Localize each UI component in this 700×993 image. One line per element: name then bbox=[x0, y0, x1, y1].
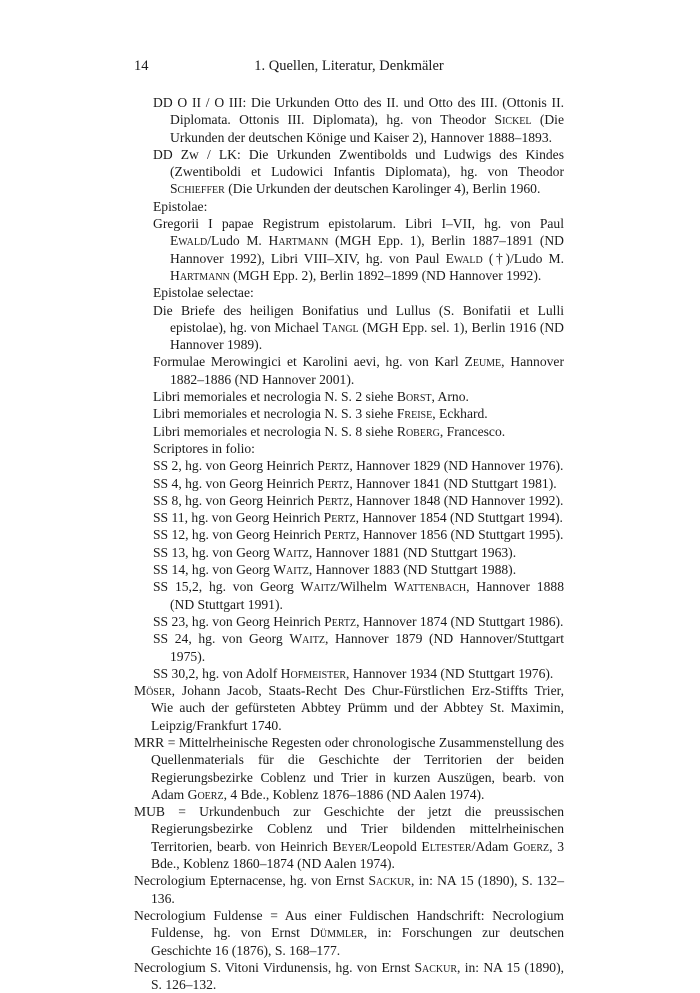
entry-text: Formulae Merowingici et Karolini aevi, hg. von Karl bbox=[153, 354, 465, 370]
entry-text: SS 15,2, hg. von Georg bbox=[153, 579, 301, 595]
entry-text: , Francesco. bbox=[439, 423, 506, 439]
entry-text: , in: NA 15 (1890), S. 132–136. bbox=[151, 873, 564, 906]
page-number: 14 bbox=[134, 58, 149, 74]
bibliography-entry bbox=[134, 803, 564, 872]
author-name: Goerz bbox=[513, 838, 550, 854]
entry-text: , in: NA 15 (1890), S. 126–132. bbox=[151, 959, 564, 993]
author-name: Zeume bbox=[464, 354, 502, 370]
bibliography-entry bbox=[134, 907, 564, 959]
entry-text: (MGH Epp. 1), Berlin 1887–1891 (ND Hannover 1992), Libri VIII–XIV, hg. von Paul bbox=[170, 233, 564, 266]
entry-text: (Die Urkunden der deutschen Könige und Kaiser 2), Hannover 1888–1893. bbox=[170, 112, 564, 145]
author-name: Borst bbox=[396, 389, 432, 405]
author-name: Beyer bbox=[332, 838, 368, 854]
entry-text: SS 23, hg. von Georg Heinrich bbox=[153, 613, 325, 629]
bibliography-entry bbox=[153, 146, 564, 198]
author-name: Hartmann bbox=[170, 267, 230, 283]
bibliography-entry bbox=[134, 734, 564, 803]
entry-text: , Hannover 1882–1886 (ND Hannover 2001). bbox=[170, 354, 564, 387]
author-name: Sickel bbox=[494, 112, 532, 128]
entry-text: , Hannover 1841 (ND Stuttgart 1981). bbox=[349, 475, 557, 491]
bibliography-entry bbox=[153, 509, 564, 526]
entry-text: , Hannover 1829 (ND Hannover 1976). bbox=[349, 458, 564, 474]
bibliography-entry bbox=[153, 405, 564, 422]
running-title: 1. Quellen, Literatur, Denkmäler bbox=[254, 58, 444, 74]
entry-text: Gregorii I papae Registrum epistolarum. Libri I–VII, hg. von Paul bbox=[153, 216, 564, 232]
entry-text: , Hannover 1854 (ND Stuttgart 1994). bbox=[355, 510, 563, 526]
author-name: Waitz bbox=[273, 562, 309, 578]
entry-text: SS 30,2, hg. von Adolf bbox=[153, 665, 281, 681]
entry-text: Epistolae: bbox=[153, 198, 208, 214]
entry-text: SS 24, hg. von Georg bbox=[153, 631, 290, 647]
bibliography-entry bbox=[153, 423, 564, 440]
bibliography-entry bbox=[153, 526, 564, 543]
entry-text: /Wilhelm bbox=[336, 579, 394, 595]
bibliography-entry bbox=[153, 457, 564, 474]
entry-text: , 4 Bde., Koblenz 1876–1886 (ND Aalen 1974). bbox=[223, 786, 485, 802]
page-header bbox=[134, 58, 564, 78]
entry-text: , Hannover 1856 (ND Stuttgart 1995). bbox=[356, 527, 564, 543]
entry-text: , Hannover 1934 (ND Stuttgart 1976). bbox=[346, 665, 554, 681]
bibliography-entry bbox=[153, 284, 564, 301]
entry-text: Libri memoriales et necrologia N. S. 3 siehe bbox=[153, 406, 397, 422]
author-name: Ewald bbox=[170, 233, 208, 249]
author-name: Tangl bbox=[322, 319, 359, 335]
author-name: Pertz bbox=[317, 492, 350, 508]
entry-text: Necrologium Epternacense, hg. von Ernst bbox=[134, 873, 369, 889]
bibliography-entry bbox=[153, 492, 564, 509]
author-name: Roberg bbox=[396, 423, 440, 439]
entry-text: , Hannover 1881 (ND Stuttgart 1963). bbox=[308, 544, 517, 560]
entry-text: SS 2, hg. von Georg Heinrich bbox=[153, 458, 318, 474]
entry-text: (Die Urkunden der deutschen Karolinger 4), Berlin 1960. bbox=[224, 181, 541, 197]
author-name: Pertz bbox=[317, 475, 350, 491]
author-name: Sackur bbox=[368, 873, 412, 889]
entry-text: (MGH Epp. 2), Berlin 1892–1899 (ND Hannover 1992). bbox=[229, 267, 542, 283]
author-name: Pertz bbox=[324, 613, 357, 629]
entry-text: /Adam bbox=[471, 838, 514, 854]
entry-text: , Arno. bbox=[431, 389, 469, 405]
entry-text: , Johann Jacob, Staats-Recht Des Chur-Fürstlichen Erz-Stiffts Trier, Wie auch der gefürsteten Abbtey Prümm und der Abbtey St. Maximin, Leipzig/Frankfurt 1740. bbox=[151, 683, 564, 733]
entry-text: , Hannover 1848 (ND Hannover 1992). bbox=[349, 492, 564, 508]
bibliography-entry bbox=[153, 561, 564, 578]
entry-text: Epistolae selectae: bbox=[153, 285, 254, 301]
entry-text: MRR = Mittelrheinische Regesten oder chronologische Zusammenstellung des Quellenmaterials für die Geschichte der Territorien der beiden Regierungsbezirke Coblenz und Trier in kurzen Auszügen, bearb. von Adam bbox=[134, 734, 564, 802]
entry-text: , Hannover 1879 (ND Hannover/Stuttgart 1975). bbox=[170, 631, 564, 664]
author-name: Waitz bbox=[273, 544, 309, 560]
entry-text: (MGH Epp. sel. 1), Berlin 1916 (ND Hannover 1989). bbox=[170, 319, 564, 353]
entry-text: SS 14, hg. von Georg bbox=[153, 562, 274, 578]
author-name: Möser bbox=[134, 683, 172, 699]
bibliography-entry bbox=[153, 94, 564, 146]
entry-text: DD Zw / LK: Die Urkunden Zwentibolds und Ludwigs des Kindes (Zwentiboldi et Ludowici Infantis Diplomata), hg. von Theodor bbox=[153, 146, 564, 180]
entry-text: , 3 Bde., Koblenz 1860–1874 (ND Aalen 1974). bbox=[151, 838, 565, 872]
entry-text: MUB = Urkundenbuch zur Geschichte der jetzt die preussischen Regierungsbezirke Coblenz und Trier bildenden mittelrheinischen Territorien, bearb. von Heinrich bbox=[134, 804, 564, 854]
author-name: Waitz bbox=[289, 631, 325, 647]
entry-text: , Hannover 1883 (ND Stuttgart 1988). bbox=[308, 562, 517, 578]
entry-text: (†)/Ludo M. bbox=[482, 250, 564, 266]
bibliography-entry bbox=[153, 440, 564, 457]
bibliography-entry bbox=[134, 872, 564, 907]
author-name: Hofmeister bbox=[280, 665, 347, 681]
entry-text: SS 13, hg. von Georg bbox=[153, 544, 274, 560]
author-name: Wattenbach bbox=[393, 579, 467, 595]
author-name: Goerz bbox=[187, 786, 224, 802]
author-name: Hartmann bbox=[268, 233, 329, 249]
bibliography-entry bbox=[153, 475, 564, 492]
entry-text: Die Briefe des heiligen Bonifatius und Lullus (S. Bonifatii et Lulli epistolae), hg. von Michael bbox=[153, 302, 564, 335]
entry-text: Necrologium S. Vitoni Virdunensis, hg. von Ernst bbox=[134, 959, 415, 975]
author-name: Pertz bbox=[323, 510, 356, 526]
entry-text: Scriptores in folio: bbox=[153, 440, 255, 456]
entry-text: /Leopold bbox=[367, 838, 422, 854]
bibliography-entry bbox=[153, 215, 564, 284]
bibliography-entry bbox=[153, 630, 564, 665]
bibliography-entry bbox=[153, 302, 564, 354]
entry-text: , in: Forschungen zur deutschen Geschichte 16 (1876), S. 168–177. bbox=[151, 925, 564, 958]
bibliography-entry bbox=[153, 578, 564, 613]
bibliography-entry bbox=[153, 613, 564, 630]
entry-text: Libri memoriales et necrologia N. S. 2 siehe bbox=[153, 389, 397, 405]
entry-text: SS 11, hg. von Georg Heinrich bbox=[153, 510, 324, 526]
bibliography-entry bbox=[153, 198, 564, 215]
entry-text: SS 4, hg. von Georg Heinrich bbox=[153, 475, 318, 491]
bibliography-entry bbox=[153, 353, 564, 388]
author-name: Eltester bbox=[421, 838, 472, 854]
entry-text: , Hannover 1888 (ND Stuttgart 1991). bbox=[170, 579, 564, 612]
entry-text: SS 8, hg. von Georg Heinrich bbox=[153, 492, 318, 508]
author-name: Pertz bbox=[324, 527, 357, 543]
bibliography-entry bbox=[153, 544, 564, 561]
entry-text: , Hannover 1874 (ND Stuttgart 1986). bbox=[356, 613, 564, 629]
author-name: Waitz bbox=[300, 579, 337, 595]
entry-text: , Eckhard. bbox=[432, 406, 488, 422]
author-name: Dümmler bbox=[310, 925, 364, 941]
author-name: Sackur bbox=[414, 959, 458, 975]
bibliography-entry bbox=[153, 665, 564, 682]
entry-text: Libri memoriales et necrologia N. S. 8 siehe bbox=[153, 423, 397, 439]
entry-text: SS 12, hg. von Georg Heinrich bbox=[153, 527, 325, 543]
author-name: Pertz bbox=[317, 458, 350, 474]
author-name: Ewald bbox=[445, 250, 483, 266]
entry-text: Necrologium Fuldense = Aus einer Fuldischen Handschrift: Necrologium Fuldense, hg. von Ernst bbox=[134, 907, 564, 941]
entry-text: DD O II / O III: Die Urkunden Otto des II. und Otto des III. (Ottonis II. Diplomata. Ottonis III. Diplomata), hg. von Theodor bbox=[153, 95, 564, 128]
bibliography-list bbox=[134, 94, 564, 993]
bibliography-entry bbox=[134, 682, 564, 734]
entry-text: /Ludo M. bbox=[207, 233, 269, 249]
bibliography-entry bbox=[153, 388, 564, 405]
author-name: Schieffer bbox=[170, 181, 225, 197]
author-name: Freise bbox=[396, 406, 433, 422]
